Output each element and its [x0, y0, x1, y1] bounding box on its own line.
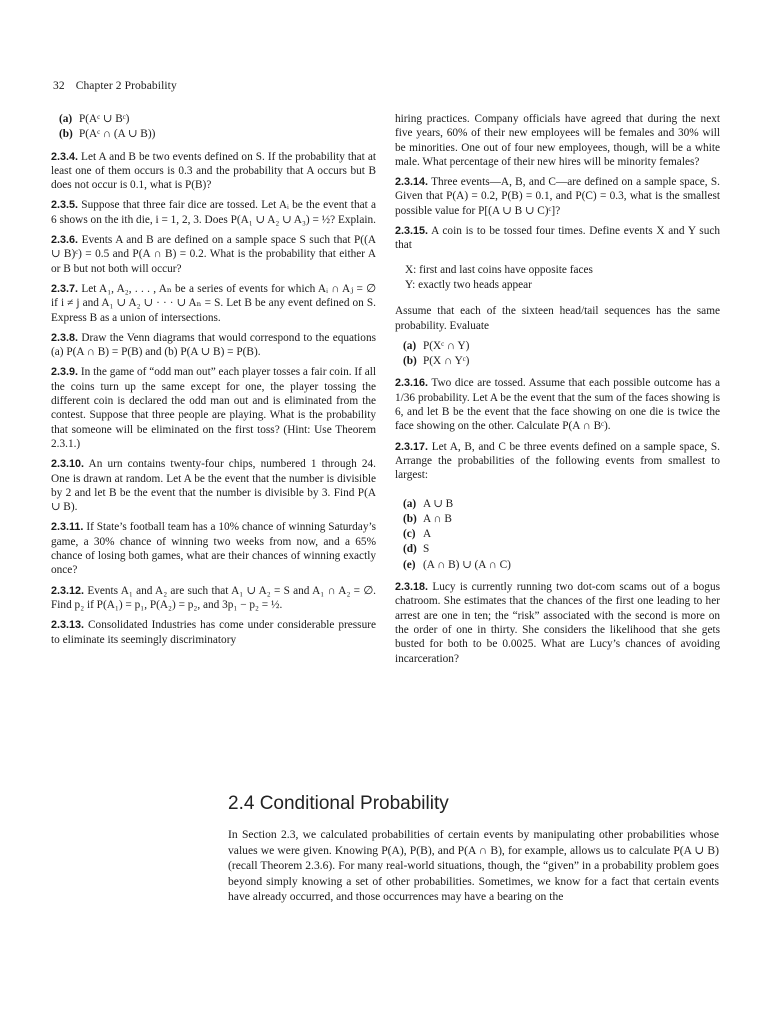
problem-2-3-17: 2.3.17. Let A, B, and C be three events defined on a sample space, S. Arrange the probabilities of the following events from smallest to largest:	[395, 440, 721, 482]
chapter-title: Chapter 2 Probability	[75, 80, 177, 92]
problem-2-3-6: 2.3.6. Events A and B are defined on a sample space S such that P((A ∪ B)ᶜ) = 0.5 and P(A ∩ B) = 0.2. What is the probability that either A or B but not both will occur?	[51, 234, 376, 275]
list-item: (e) (A ∩ B) ∪ (A ∩ C)	[403, 558, 511, 571]
page-number: 32	[53, 80, 65, 92]
problem-2-3-9: 2.3.9. In the game of “odd man out” each player tosses a fair coin. If all the coins turn up the same except for one, the player tossing the different coin is declared the odd man out and is eliminated from the contest. Suppose that three people are playing. What is the probability that someone will be eliminated on the first toss? (Hint: Use Theorem 2.3.1.)	[51, 366, 377, 450]
problem-2-3-14: 2.3.14. Three events—A, B, and C—are defined on a sample space, S. Given that P(A) = 0.2, P(B) = 0.1, and P(C) = 0.3, what is the smallest possible value for P[(A ∪ B ∪ C)ᶜ]?	[395, 176, 720, 217]
problem-2-3-8: 2.3.8. Draw the Venn diagrams that would correspond to the equations (a) P(A ∩ B) = P(B) and (b) P(A ∪ B) = P(B).	[51, 331, 376, 359]
list-item: (a) A ∪ B	[403, 497, 454, 510]
list-item: (a) P(Xᶜ ∩ Y)	[403, 339, 470, 352]
list-item: (b) P(X ∩ Yᶜ)	[403, 355, 470, 368]
list-item: (b) A ∩ B	[403, 512, 452, 525]
list-item: (d) S	[403, 543, 430, 556]
list-item: (c) A	[403, 528, 432, 541]
right-column	[395, 112, 720, 672]
definition-x: X: first and last coins have opposite faces	[405, 263, 593, 276]
problem-2-3-16: 2.3.16. Two dice are tossed. Assume that each possible outcome has a 1/36 probability. Let A be the event that the sum of the faces showing is 6, and let B be the event that the face showing on one die is twice the face showing on the other. Calculate P(A ∩ Bᶜ).	[395, 377, 720, 433]
problem-2-3-13-continuation: hiring practices. Company officials have agreed that during the next five years, 60% of their new employees will be females and 30% will be minorities. One out of four new employees, though, will be a white male. What percentage of their new hires will be minority females?	[395, 113, 720, 168]
problem-2-3-15-items	[395, 339, 720, 369]
problem-2-3-17-items	[395, 497, 720, 572]
left-column	[51, 112, 376, 653]
list-item: (b) P(Aᶜ ∩ (A ∪ B))	[59, 128, 156, 141]
carry-over-items	[51, 112, 376, 142]
list-item: (a) P(Aᶜ ∪ Bᶜ)	[59, 113, 130, 125]
problem-2-3-5: 2.3.5. Suppose that three fair dice are tossed. Let Aᵢ be the event that a 6 shows on the ith die, i = 1, 2, 3. Does P(A₁ ∪ A₂ ∪ A₃) = ½? Explain.	[51, 199, 377, 226]
problem-2-3-4: 2.3.4. Let A and B be two events defined on S. If the probability that at least one of them occurs is 0.3 and the probability that A occurs but B does not occur is 0.1, what is P(B)?	[51, 150, 376, 192]
running-head	[53, 80, 177, 92]
section-heading: 2.4 Conditional Probability	[228, 793, 449, 814]
problem-2-3-7: 2.3.7. Let A₁, A₂, . . . , Aₙ be a series of events for which Aᵢ ∩ Aⱼ = ∅ if i ≠ j and A₁ ∪ A₂ ∪ · · · ∪ Aₙ = S. Let B be any event defined on S. Express B as a union of intersections.	[51, 282, 376, 324]
spacer	[395, 489, 720, 497]
problem-2-3-12: 2.3.12. Events A₁ and A₂ are such that A₁ ∪ A₂ = S and A₁ ∩ A₂ = ∅. Find p₂ if P(A₁) = p₁, P(A₂) = p₂, and 3p₁ − p₂ = ½.	[51, 584, 376, 611]
problem-2-3-13: 2.3.13. Consolidated Industries has come under considerable pressure to eliminate its seemingly discriminatory	[51, 619, 377, 646]
problem-2-3-15: 2.3.15. A coin is to be tossed four times. Define events X and Y such that	[395, 225, 721, 252]
problem-2-3-18: 2.3.18. Lucy is currently running two dot-com scams out of a bogus chatroom. She estimates that the chances of the first one leading to her arrest are one in ten; the “risk” associated with the second is more on the order of one in thirty. She considers the likelihood that she gets busted for both to be 0.0025. What are Lucy’s chances of avoiding incarceration?	[395, 581, 720, 665]
definition-y: Y: exactly two heads appear	[405, 278, 532, 291]
problem-2-3-11: 2.3.11. If State’s football team has a 10% chance of winning Saturday’s game, a 30% chance of winning two weeks from now, and a 65% chance of losing both games, what are their chances of winning exactly once?	[51, 521, 376, 577]
section-body: In Section 2.3, we calculated probabilities of certain events by manipulating other probabilities whose values we were given. Knowing P(A), P(B), and P(A ∩ B), for example, allows us to calculate P(A ∪ B) (recall Theorem 2.3.6). For many real-world situations, though, the “given” in a probability problem goes beyond simply knowing a set of other probabilities. Sometimes, we know for a fact that certain events have already occurred, and those occurrences may have a bearing on the	[228, 828, 719, 904]
event-definitions	[405, 263, 720, 293]
problem-2-3-15-instruction: Assume that each of the sixteen head/tail sequences has the same probability. Evaluate	[395, 305, 720, 332]
problem-2-3-10: 2.3.10. An urn contains twenty-four chips, numbered 1 through 24. One is drawn at random. Let A be the event that the number is divisible by 2 and let B be the event that the number is divisible by 3. Find P(A ∪ B).	[51, 458, 376, 514]
